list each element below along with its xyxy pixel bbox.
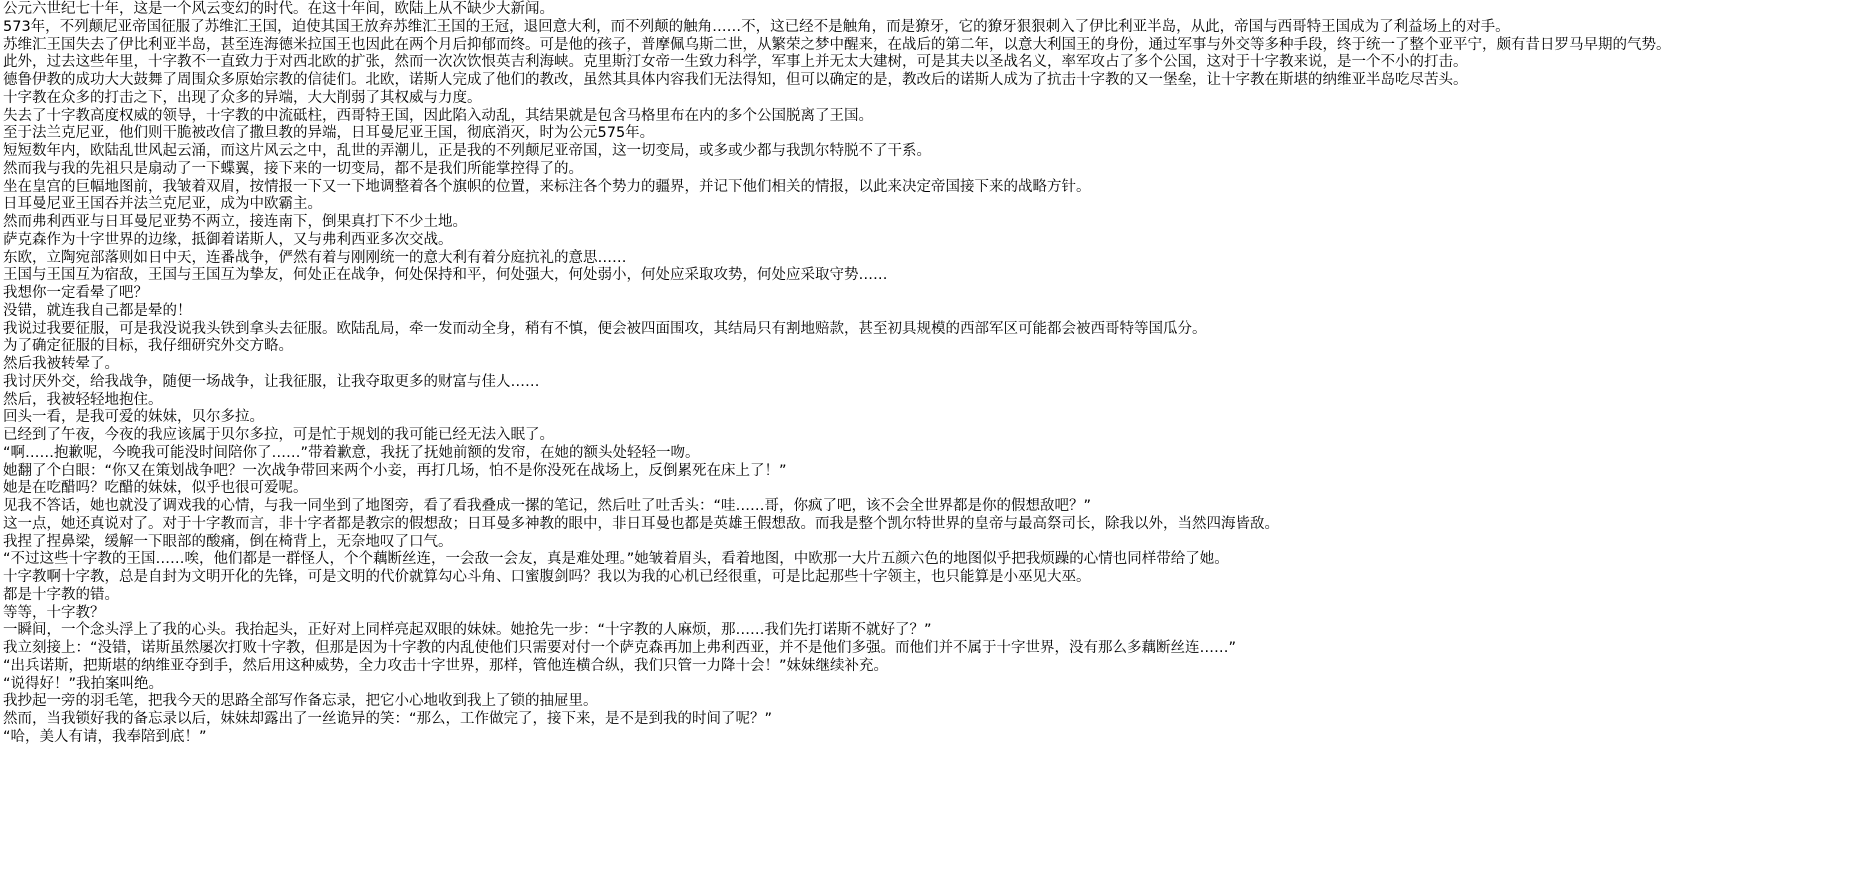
text-line: 公元六世纪七十年，这是一个风云变幻的时代。在这十年间，欧陆上从不缺少大新闻。 — [3, 1, 554, 17]
text-line: 见我不答话，她也就没了调戏我的心情，与我一同坐到了地图旁，看了看我叠成一摞的笔记，然后吐了吐舌头：“哇……哥，你疯了吧，该不会全世界都是你的假想敌吧？” — [3, 498, 1092, 514]
text-line: 然而我与我的先祖只是扇动了一下蝶翼，接下来的一切变局，都不是我们所能掌控得了的。 — [3, 160, 583, 177]
text-line: 我讨厌外交，给我战争，随便一场战争，让我征服，让我夺取更多的财富与佳人…… — [3, 373, 540, 390]
text-line: 然后我被转晕了。 — [3, 356, 119, 372]
text-line: 萨克森作为十字世界的边缘，抵御着诺斯人，又与弗利西亚多次交战。 — [3, 231, 453, 248]
text-line: “不过这些十字教的王国……唉，他们都是一群怪人，个个藕断丝连，一会敌一会友，真是难处理。”她皱着眉头，看着地图，中欧那一大片五颜六色的地图似乎把我烦躁的心情也同样带给了她。 — [3, 551, 1229, 568]
text-line: 至于法兰克尼亚，他们则干脆被改信了撒旦教的异端，日耳曼尼亚王国，彻底消灭，时为公元575年。 — [3, 125, 655, 142]
text-line: 十字教在众多的打击之下，出现了众多的异端，大大削弱了其权威与力度。 — [3, 89, 482, 106]
text-line: 此外，过去这些年里，十字教不一直致力于对西北欧的扩张，然而一次次饮恨英吉利海峡。克里斯汀女帝一生致力科学，军事上并无太大建树，可是其夫以圣战名义，率军攻占了多个公国，这对于十字教来说，是一个不小的打击。 — [3, 54, 1468, 71]
text-line: 573年，不列颠尼亚帝国征服了苏维汇王国，迫使其国王放弃苏维汇王国的王冠，退回意大利，而不列颠的触角……不，这已经不是触角，而是獠牙，它的獠牙狠狠刺入了伊比利亚半岛，从此，帝国与西哥特王国成为了利益场上的对手。 — [3, 18, 1510, 35]
text-line: 失去了十字教高度权威的领导，十字教的中流砥柱，西哥特王国，因此陷入动乱，其结果就是包含马格里布在内的多个公国脱离了王国。 — [3, 107, 873, 124]
text-line: 都是十字教的错。 — [3, 586, 119, 603]
text-line: 我想你一定看晕了吧？ — [3, 285, 148, 301]
text-line: 为了确定征服的目标，我仔细研究外交方略。 — [3, 338, 293, 355]
text-line: “哈，美人有请，我奉陪到底！” — [3, 728, 207, 745]
text-line: 日耳曼尼亚王国吞并法兰克尼亚，成为中欧霸主。 — [3, 196, 322, 213]
text-line: 我立刻接上：“没错，诺斯虽然屡次打败十字教，但那是因为十字教的内乱使他们只需要对付一个萨克森再加上弗利西亚，并不是他们多强。而他们并不属于十字世界，没有那么多藕断丝连……” — [3, 640, 1237, 656]
text-line: 她是在吃醋吗？吃醋的妹妹，似乎也很可爱呢。 — [3, 480, 308, 497]
text-line: 我抄起一旁的羽毛笔，把我今天的思路全部写作备忘录，把它小心地收到我上了锁的抽屉里。 — [3, 693, 598, 710]
text-line: 这一点，她还真说对了。对于十字教而言，非十字者都是教宗的假想敌；日耳曼多神教的眼中，非日耳曼也都是英雄王假想敌。而我是整个凯尔特世界的皇帝与最高祭司长，除我以外，当然四海皆敌。 — [3, 515, 1279, 532]
text-line: 坐在皇宫的巨幅地图前，我皱着双眉，按情报一下又一下地调整着各个旗帜的位置，来标注各个势力的疆界，并记下他们相关的情报，以此来决定帝国接下来的战略方针。 — [3, 178, 1091, 195]
text-line: 等等，十字教？ — [3, 604, 105, 621]
text-line: “说得好！”我拍案叫绝。 — [3, 675, 164, 692]
text-line: 已经到了午夜，今夜的我应该属于贝尔多拉，可是忙于规划的我可能已经无法入眠了。 — [3, 427, 554, 443]
text-line: 然而，当我锁好我的备忘录以后，妹妹却露出了一丝诡异的笑：“那么，工作做完了，接下来，是不是到我的时间了呢？” — [3, 711, 773, 727]
text-line: 王国与王国互为宿敌，王国与王国互为挚友，何处正在战争，何处保持和平，何处强大，何处弱小，何处应采取攻势，何处应采取守势…… — [3, 267, 888, 284]
document-body — [3, 1, 1843, 747]
text-line: 然而弗利西亚与日耳曼尼亚势不两立，接连南下，倒果真打下不少土地。 — [3, 214, 467, 230]
text-line: “啊……抱歉呢，今晚我可能没时间陪你了……”带着歉意，我抚了抚她前额的发帘，在她的额头处轻轻一吻。 — [3, 444, 700, 461]
text-line: 我说过我要征服，可是我没说我头铁到拿头去征服。欧陆乱局，牵一发而动全身，稍有不慎，便会被四面围攻，其结局只有割地赔款，甚至初具规模的西部军区可能都会被西哥特等国瓜分。 — [3, 320, 1207, 337]
text-line: 一瞬间，一个念头浮上了我的心头。我抬起头，正好对上同样亮起双眼的妹妹。她抢先一步：“十字教的人麻烦，那……我们先打诺斯不就好了？” — [3, 622, 932, 639]
text-line: “出兵诺斯，把斯堪的纳维亚夺到手，然后用这种威势，全力攻击十字世界，那样，管他连横合纵，我们只管一力降十会！”妹妹继续补充。 — [3, 657, 889, 674]
text-line: 东欧，立陶宛部落则如日中天，连番战争，俨然有着与刚刚统一的意大利有着分庭抗礼的意思…… — [3, 249, 627, 266]
text-line: 短短数年内，欧陆乱世风起云涌，而这片风云之中，乱世的弄潮儿，正是我的不列颠尼亚帝国，这一切变局，或多或少都与我凯尔特脱不了干系。 — [3, 143, 931, 159]
text-line: 十字教啊十字教，总是自封为文明开化的先锋，可是文明的代价就算勾心斗角、口蜜腹剑吗？我以为我的心机已经很重，可是比起那些十字领主，也只能算是小巫见大巫。 — [3, 569, 1091, 585]
text-line: 德鲁伊教的成功大大鼓舞了周围众多原始宗教的信徒们。北欧，诺斯人完成了他们的教改，虽然其具体内容我们无法得知，但可以确定的是，教改后的诺斯人成为了抗击十字教的又一堡垒，让十字教在斯堪的纳维亚半岛吃尽苦头。 — [3, 72, 1468, 88]
text-line: 我捏了捏鼻梁，缓解一下眼部的酸痛，倒在椅背上，无奈地叹了口气。 — [3, 533, 453, 550]
text-line: 没错，就连我自己都是晕的！ — [3, 302, 192, 319]
text-line: 苏维汇王国失去了伊比利亚半岛，甚至连海德米拉国王也因此在两个月后抑郁而终。可是他的孩子，普摩佩乌斯二世，从繁荣之梦中醒来，在战后的第二年，以意大利国王的身份，通过军事与外交等多种手段，终于统一了整个亚平宁，颇有昔日罗马早期的气势。 — [3, 36, 1671, 53]
text-line: 她翻了个白眼：“你又在策划战争吧？一次战争带回来两个小妾，再打几场，怕不是你没死在战场上，反倒累死在床上了！” — [3, 462, 787, 479]
text-line: 回头一看，是我可爱的妹妹，贝尔多拉。 — [3, 409, 264, 426]
text-line: 然后，我被轻轻地抱住。 — [3, 391, 163, 408]
